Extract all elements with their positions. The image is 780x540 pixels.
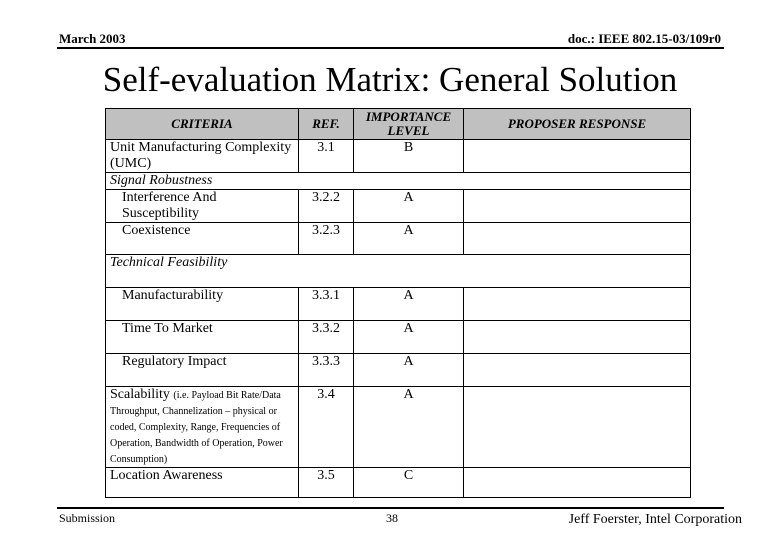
page-number: 38 — [386, 511, 398, 525]
section-row — [106, 255, 691, 288]
criteria-cell — [106, 387, 299, 468]
level-cell: A — [354, 288, 464, 321]
criteria-cell: Unit Manufacturing Complexity (UMC) — [106, 140, 299, 173]
criteria-cell: Coexistence — [106, 223, 299, 255]
response-cell — [464, 321, 691, 354]
response-cell — [464, 140, 691, 173]
criteria-cell: Regulatory Impact — [106, 354, 299, 387]
table-header-row — [106, 109, 691, 140]
criteria-label: Scalability — [110, 387, 170, 402]
criteria-cell: Manufacturability — [106, 288, 299, 321]
level-cell: B — [354, 140, 464, 173]
ref-cell: 3.3.3 — [299, 354, 354, 387]
evaluation-matrix — [105, 108, 691, 498]
ref-cell: 3.5 — [299, 468, 354, 498]
ref-cell: 3.2.2 — [299, 190, 354, 223]
level-cell: A — [354, 223, 464, 255]
response-cell — [464, 223, 691, 255]
ref-cell: 3.2.3 — [299, 223, 354, 255]
table-row — [106, 468, 691, 498]
header-doc-id: doc.: IEEE 802.15-03/109r0 — [567, 31, 721, 46]
footer-rule — [57, 507, 724, 509]
level-cell: A — [354, 387, 464, 468]
criteria-cell: Time To Market — [106, 321, 299, 354]
header-criteria: CRITERIA — [106, 109, 299, 140]
header-date: March 2003 — [59, 31, 126, 46]
criteria-note: (i.e. Payload Bit Rate/Data Throughput, Channelization – physical or coded, Complexity, Range, Frequencies of Operation, Bandwidth of Operation, Power Consumption) — [110, 390, 283, 465]
level-cell: A — [354, 190, 464, 223]
level-cell: A — [354, 354, 464, 387]
header-rule — [57, 47, 724, 49]
table-row — [106, 321, 691, 354]
ref-cell: 3.3.1 — [299, 288, 354, 321]
slide-title: Self-evaluation Matrix: General Solution — [102, 60, 678, 99]
table-row — [106, 387, 691, 468]
ref-cell: 3.4 — [299, 387, 354, 468]
table-row — [106, 223, 691, 255]
level-cell: A — [354, 321, 464, 354]
section-row — [106, 173, 691, 190]
table-row — [106, 354, 691, 387]
table-row — [106, 140, 691, 173]
response-cell — [464, 387, 691, 468]
section-label: Signal Robustness — [106, 173, 691, 190]
header-response: PROPOSER RESPONSE — [464, 109, 691, 140]
ref-cell: 3.3.2 — [299, 321, 354, 354]
response-cell — [464, 288, 691, 321]
ref-cell: 3.1 — [299, 140, 354, 173]
section-label: Technical Feasibility — [106, 255, 691, 288]
response-cell — [464, 354, 691, 387]
criteria-cell: Interference And Susceptibility — [106, 190, 299, 223]
response-cell — [464, 468, 691, 498]
response-cell — [464, 190, 691, 223]
criteria-cell: Location Awareness — [106, 468, 299, 498]
header-importance: IMPORTANCE LEVEL — [354, 109, 464, 140]
table-row — [106, 288, 691, 321]
table-row — [106, 190, 691, 223]
header-ref: REF. — [299, 109, 354, 140]
footer-submission: Submission — [59, 511, 116, 525]
footer-author: Jeff Foerster, Intel Corporation — [568, 512, 742, 527]
level-cell: C — [354, 468, 464, 498]
